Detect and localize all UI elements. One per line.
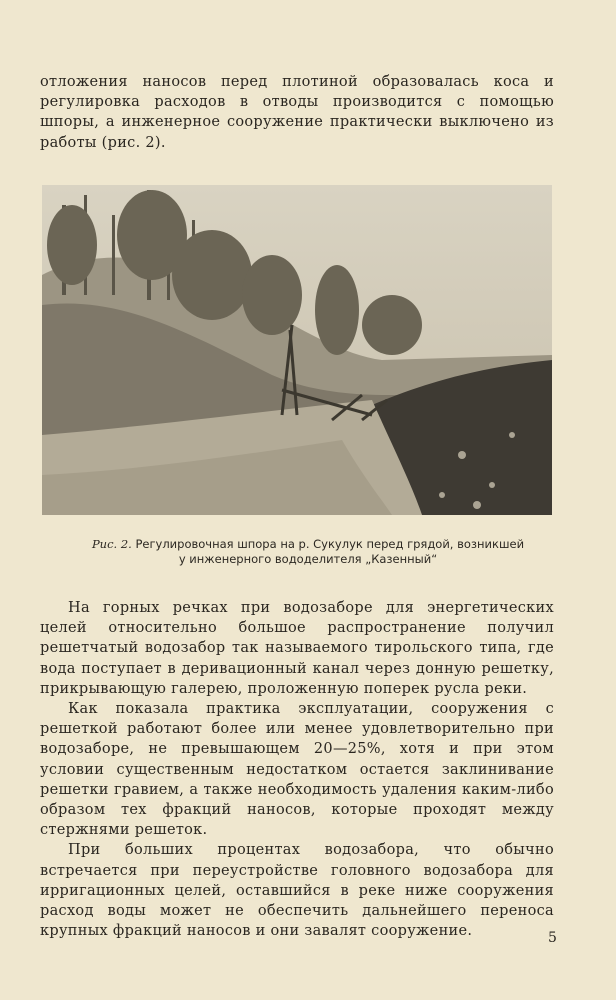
caption-line-2: у инженерного вододелителя „Казенный“ (178, 552, 438, 566)
body-paragraph: Как показала практика эксплуатации, сооружения с решеткой работают более или менее удовлетворительно при водозаборе, не превышающем 20—25%, хотя и при этом условии существенным недостатком остается заклинивание решетки гравием, а также необходимость удаления каким-либо образом тех фракций наносов, которые проходят между стержнями решеток. (40, 701, 554, 839)
caption-text-1: Регулировочная шпора на р. Сукулук перед грядой, возникшей (131, 537, 525, 551)
river-spur-photo (42, 185, 552, 515)
caption-label: Рис. 2. (91, 537, 132, 551)
caption-line-1 (30, 537, 586, 552)
body-paragraph: На горных речках при водозаборе для энергетических целей относительно большое распространение получил решетчатый водозабор так называемого тирольского типа, где вода поступает в деривационный канал через донную решетку, прикрывающую галерею, проложенную поперек русла реки. (40, 600, 554, 697)
figure-photo (42, 185, 552, 515)
top-paragraph-text: отложения наносов перед плотиной образовалась коса и регулировка расходов в отводы производится с помощью шпоры, а инженерное сооружение практически выключено из работы (рис. 2). (40, 74, 554, 151)
body-text (40, 598, 554, 941)
figure-caption (30, 537, 586, 567)
top-paragraph (40, 72, 554, 153)
body-paragraph: При больших процентах водозабора, что обычно встречается при переустройстве головного водозабора для ирригационных целей, оставшийся в реке ниже сооружения расход воды может не обеспечить дальнейшего переноса крупных фракций наносов и они завалят сооружение. (40, 842, 554, 940)
page-number: 5 (548, 930, 557, 946)
